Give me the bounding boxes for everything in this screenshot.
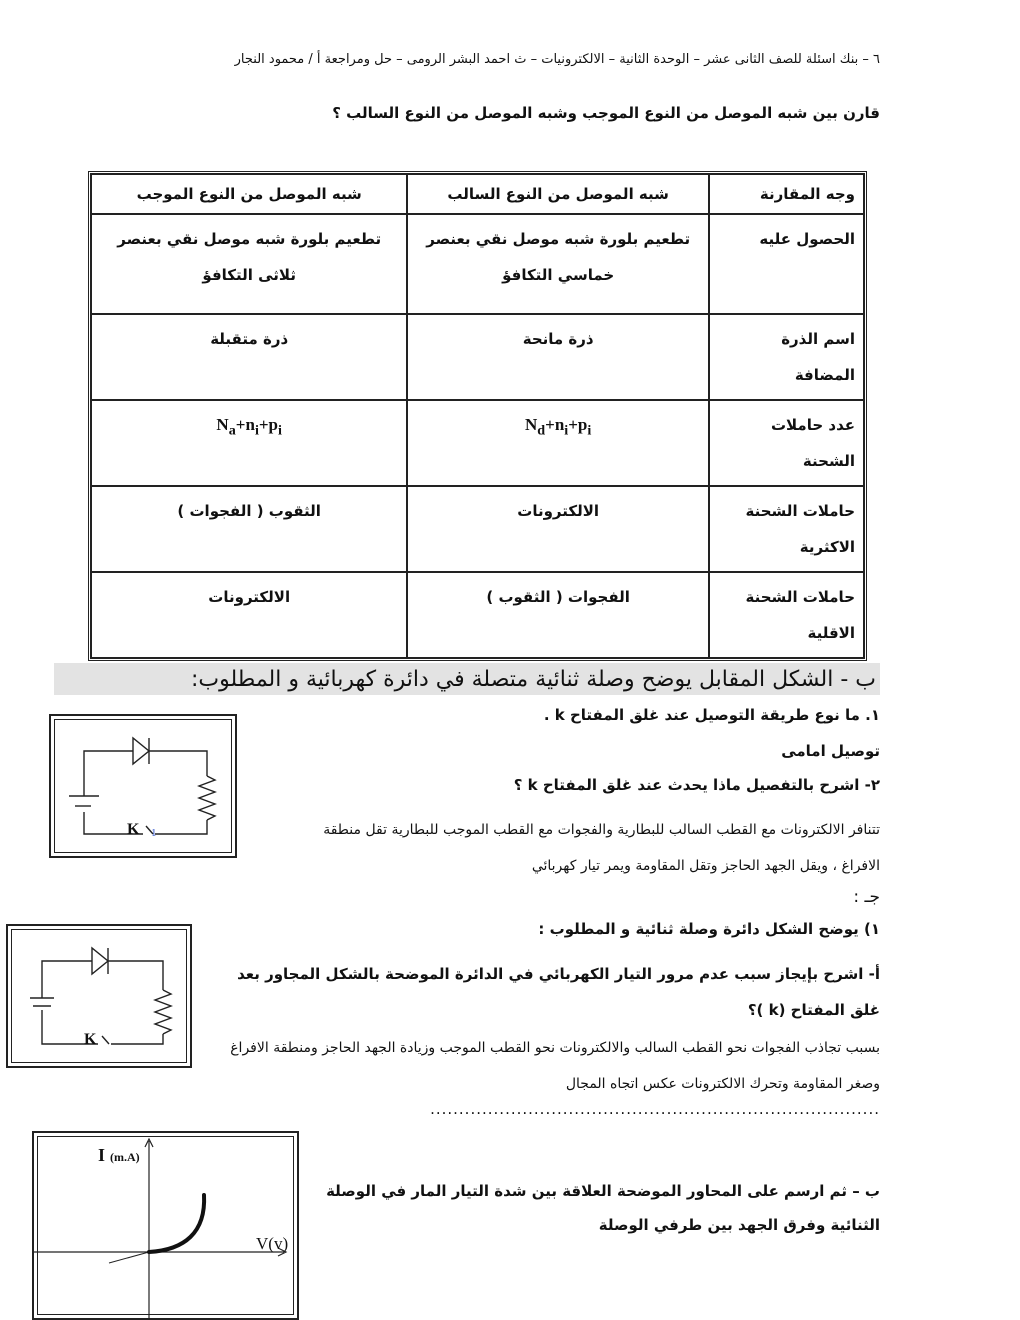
- iv-curve: [149, 1195, 204, 1252]
- answer-dotted-line: ..............................................................................: [430, 1100, 880, 1118]
- table-cell: [407, 400, 709, 486]
- circuit-figure-forward: [49, 714, 237, 858]
- table-row: [91, 400, 864, 486]
- table-cell: حاملات الشحنة الاكثرية: [709, 486, 864, 572]
- table-header-row: [91, 174, 864, 214]
- header-aspect: وجه المقارنة: [709, 174, 864, 214]
- header-n-type: شبه الموصل من النوع السالب: [407, 174, 709, 214]
- section-b-question-2: ٢- اشرح بالتفصيل ماذا يحدث عند غلق المفتاح k ؟: [513, 776, 880, 794]
- table-cell: الحصول عليه: [709, 214, 864, 314]
- n-carriers-formula: $N_d+n_i+p_i$: [524, 415, 592, 439]
- table-cell: تطعيم بلورة شبه موصل نقي بعنصر ثلاثى التكافؤ: [91, 214, 407, 314]
- table-cell: الالكترونات: [91, 572, 407, 658]
- forward-circuit-diagram: [51, 716, 235, 856]
- table-row: [91, 486, 864, 572]
- iv-graph-axes: [34, 1133, 297, 1318]
- table-row: [91, 314, 864, 400]
- p-carriers-formula: $N_a+n_i+p_i$: [216, 415, 282, 439]
- table-cell: ذرة متقبلة: [91, 314, 407, 400]
- section-c-question-1: ١) يوضح الشكل دائرة وصلة ثنائية و المطلوب :: [538, 920, 880, 938]
- iv-graph-figure: [32, 1131, 299, 1320]
- y-axis-unit: (m.A): [110, 1150, 140, 1164]
- table-cell: اسم الذرة المضافة: [709, 314, 864, 400]
- section-c-question-b: ب – ثم ارسم على المحاور الموضحة العلاقة بين شدة التيار المار في الوصلة الثنائية وفرق الجهد بين طرفي الوصلة: [326, 1182, 880, 1234]
- section-b-title: ب - الشكل المقابل يوضح وصلة ثنائية متصلة في دائرة كهربائية و المطلوب:: [54, 663, 880, 695]
- section-c-question-a: أ- اشرح بإيجاز سبب عدم مرور التيار الكهربائي في الدائرة الموضحة بالشكل المجاور بعد غلق المفتاح (k )؟: [237, 965, 880, 1019]
- question-title: قارن بين شبه الموصل من النوع الموجب وشبه الموصل من النوع السالب ؟: [332, 104, 880, 122]
- table-cell: [91, 400, 407, 486]
- table-cell: عدد حاملات الشحنة: [709, 400, 864, 486]
- y-axis-label: I: [98, 1145, 106, 1165]
- page-mark-icon: 1: [151, 827, 157, 839]
- table-row: [91, 214, 864, 314]
- switch-label: K: [127, 821, 140, 838]
- x-axis-label: V(v): [256, 1234, 289, 1253]
- section-c-answer-a: بسبب تجاذب الفجوات نحو القطب السالب والالكترونات نحو القطب الموجب وزيادة الجهد الحاجز ومنطقة الافراغ وصغر المقاومة وتحرك الالكترونات عكس اتجاه المجال: [230, 1040, 880, 1092]
- page-header: ٦ – بنك اسئلة للصف الثانى عشر – الوحدة الثانية – الالكترونيات – ث احمد البشر الرومى – حل ومراجعة أ / محمود النجار: [234, 52, 880, 67]
- table-cell: الالكترونات: [407, 486, 709, 572]
- table-row: [91, 572, 864, 658]
- reverse-circuit-diagram: [8, 926, 190, 1066]
- section-c-title: جـ :: [853, 887, 880, 907]
- table-cell: الثقوب ( الفجوات ): [91, 486, 407, 572]
- circuit-figure-reverse: [6, 924, 192, 1068]
- section-b-question-1: ١. ما نوع طريقة التوصيل عند غلق المفتاح k .: [543, 706, 880, 724]
- comparison-table: [88, 171, 867, 661]
- switch-label: K: [84, 1031, 97, 1048]
- table-cell: الفجوات ( الثقوب ): [407, 572, 709, 658]
- table-cell: حاملات الشحنة الاقلية: [709, 572, 864, 658]
- table-cell: تطعيم بلورة شبه موصل نقي بعنصر خماسي التكافؤ: [407, 214, 709, 314]
- table-cell: ذرة مانحة: [407, 314, 709, 400]
- section-b-answer-2: تتنافر الالكترونات مع القطب السالب للبطارية والفجوات مع القطب الموجب للبطارية تقل منطقة الافراغ ، ويقل الجهد الحاجز وتقل المقاومة ويمر تيار كهربائي: [323, 822, 880, 874]
- header-p-type: شبه الموصل من النوع الموجب: [91, 174, 407, 214]
- section-b-answer-1: توصيل امامى: [781, 742, 880, 760]
